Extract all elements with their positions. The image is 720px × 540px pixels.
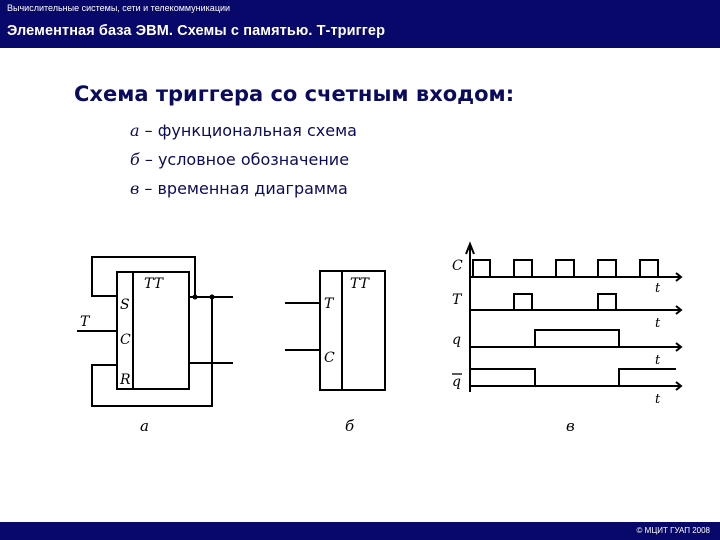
copyright: © МЦИТ ГУАП 2008 [636,526,710,535]
diagram-a-pin-c: C [120,332,131,348]
signal-c-label: C [452,258,463,274]
time-label-q: t [655,353,661,368]
item-text: условное обозначение [157,150,350,169]
diagram-b-block-label: TT [350,276,369,292]
diagram-a-pin-s: S [120,297,130,313]
junction-dot [193,295,198,300]
signal-t-pulses [514,294,616,310]
diagram-b-pin-c: C [324,350,335,366]
diagram-v-timing [452,244,681,392]
item-dash: – [139,121,158,140]
footer-bar [0,522,720,540]
signal-qbar-label: q [452,374,461,390]
signal-q-level [535,330,619,347]
diagram-b-symbol [285,271,385,390]
item-dash: – [139,179,158,198]
course-title: Вычислительные системы, сети и телекоммуникации [7,3,231,13]
item-dash: – [139,150,158,169]
time-label-c: t [655,281,661,296]
junction-dot [210,295,215,300]
diagram-b-pin-t: T [324,296,334,312]
diagram-a-pin-r: R [120,372,131,388]
item-text: временная диаграмма [157,179,348,198]
item-marker: б [130,150,140,169]
page-title: Схема триггера со счетным входом: [74,82,515,106]
item-marker: в [130,179,140,198]
signal-c-pulses [473,260,658,277]
diagram-v-caption: в [566,417,575,435]
time-label-qbar: t [655,392,661,407]
signal-t-label: T [452,292,462,308]
time-label-t: t [655,316,661,331]
item-text: функциональная схема [157,121,357,140]
diagram-a-caption: а [140,417,149,435]
diagram-a-input-label: T [80,314,90,330]
diagram-a-block-label: TT [144,276,163,292]
signal-q-label: q [452,332,461,348]
signal-qbar-level [470,369,676,386]
diagram-b-caption: б [345,417,355,435]
slide-topic: Элементная база ЭВМ. Схемы с памятью. Т-триггер [7,23,386,39]
item-marker: а [130,121,140,140]
